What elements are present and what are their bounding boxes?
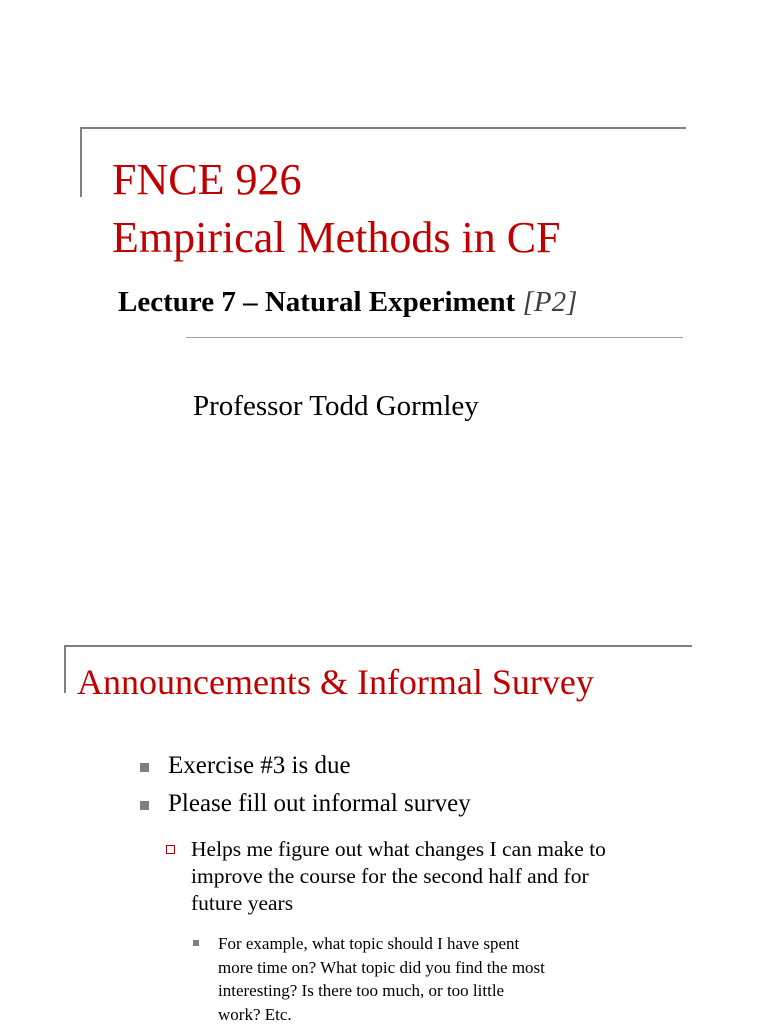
lecture-subtitle [118, 284, 577, 320]
sub-sub-bullet-text: For example, what topic should I have spent more time on? What topic did you find the most interesting? Is there too much, or too little work? Etc. [218, 934, 545, 1024]
left-rule [80, 127, 82, 197]
subtitle-rule [186, 337, 683, 338]
top-rule [64, 645, 692, 647]
course-code: FNCE 926 [112, 155, 302, 204]
sub-bullet-text: Helps me figure out what changes I can make to improve the course for the second half and for future years [191, 837, 606, 915]
presenter-name: Professor Todd Gormley [193, 390, 479, 422]
lecture-part: [P2] [522, 286, 578, 318]
square-bullet-icon [193, 940, 199, 946]
top-rule [80, 127, 686, 129]
lecture-name: Lecture 7 – Natural Experiment [118, 286, 516, 318]
course-title: Empirical Methods in CF [112, 213, 561, 262]
left-rule [64, 645, 66, 693]
hollow-square-bullet-icon [166, 845, 175, 854]
square-bullet-icon [140, 763, 149, 772]
square-bullet-icon [140, 801, 149, 810]
bullet-text: Please fill out informal survey [168, 790, 471, 817]
announcements-slide [0, 600, 768, 1024]
bullet-text: Exercise #3 is due [168, 752, 351, 779]
slide-title: Announcements & Informal Survey [77, 662, 594, 702]
